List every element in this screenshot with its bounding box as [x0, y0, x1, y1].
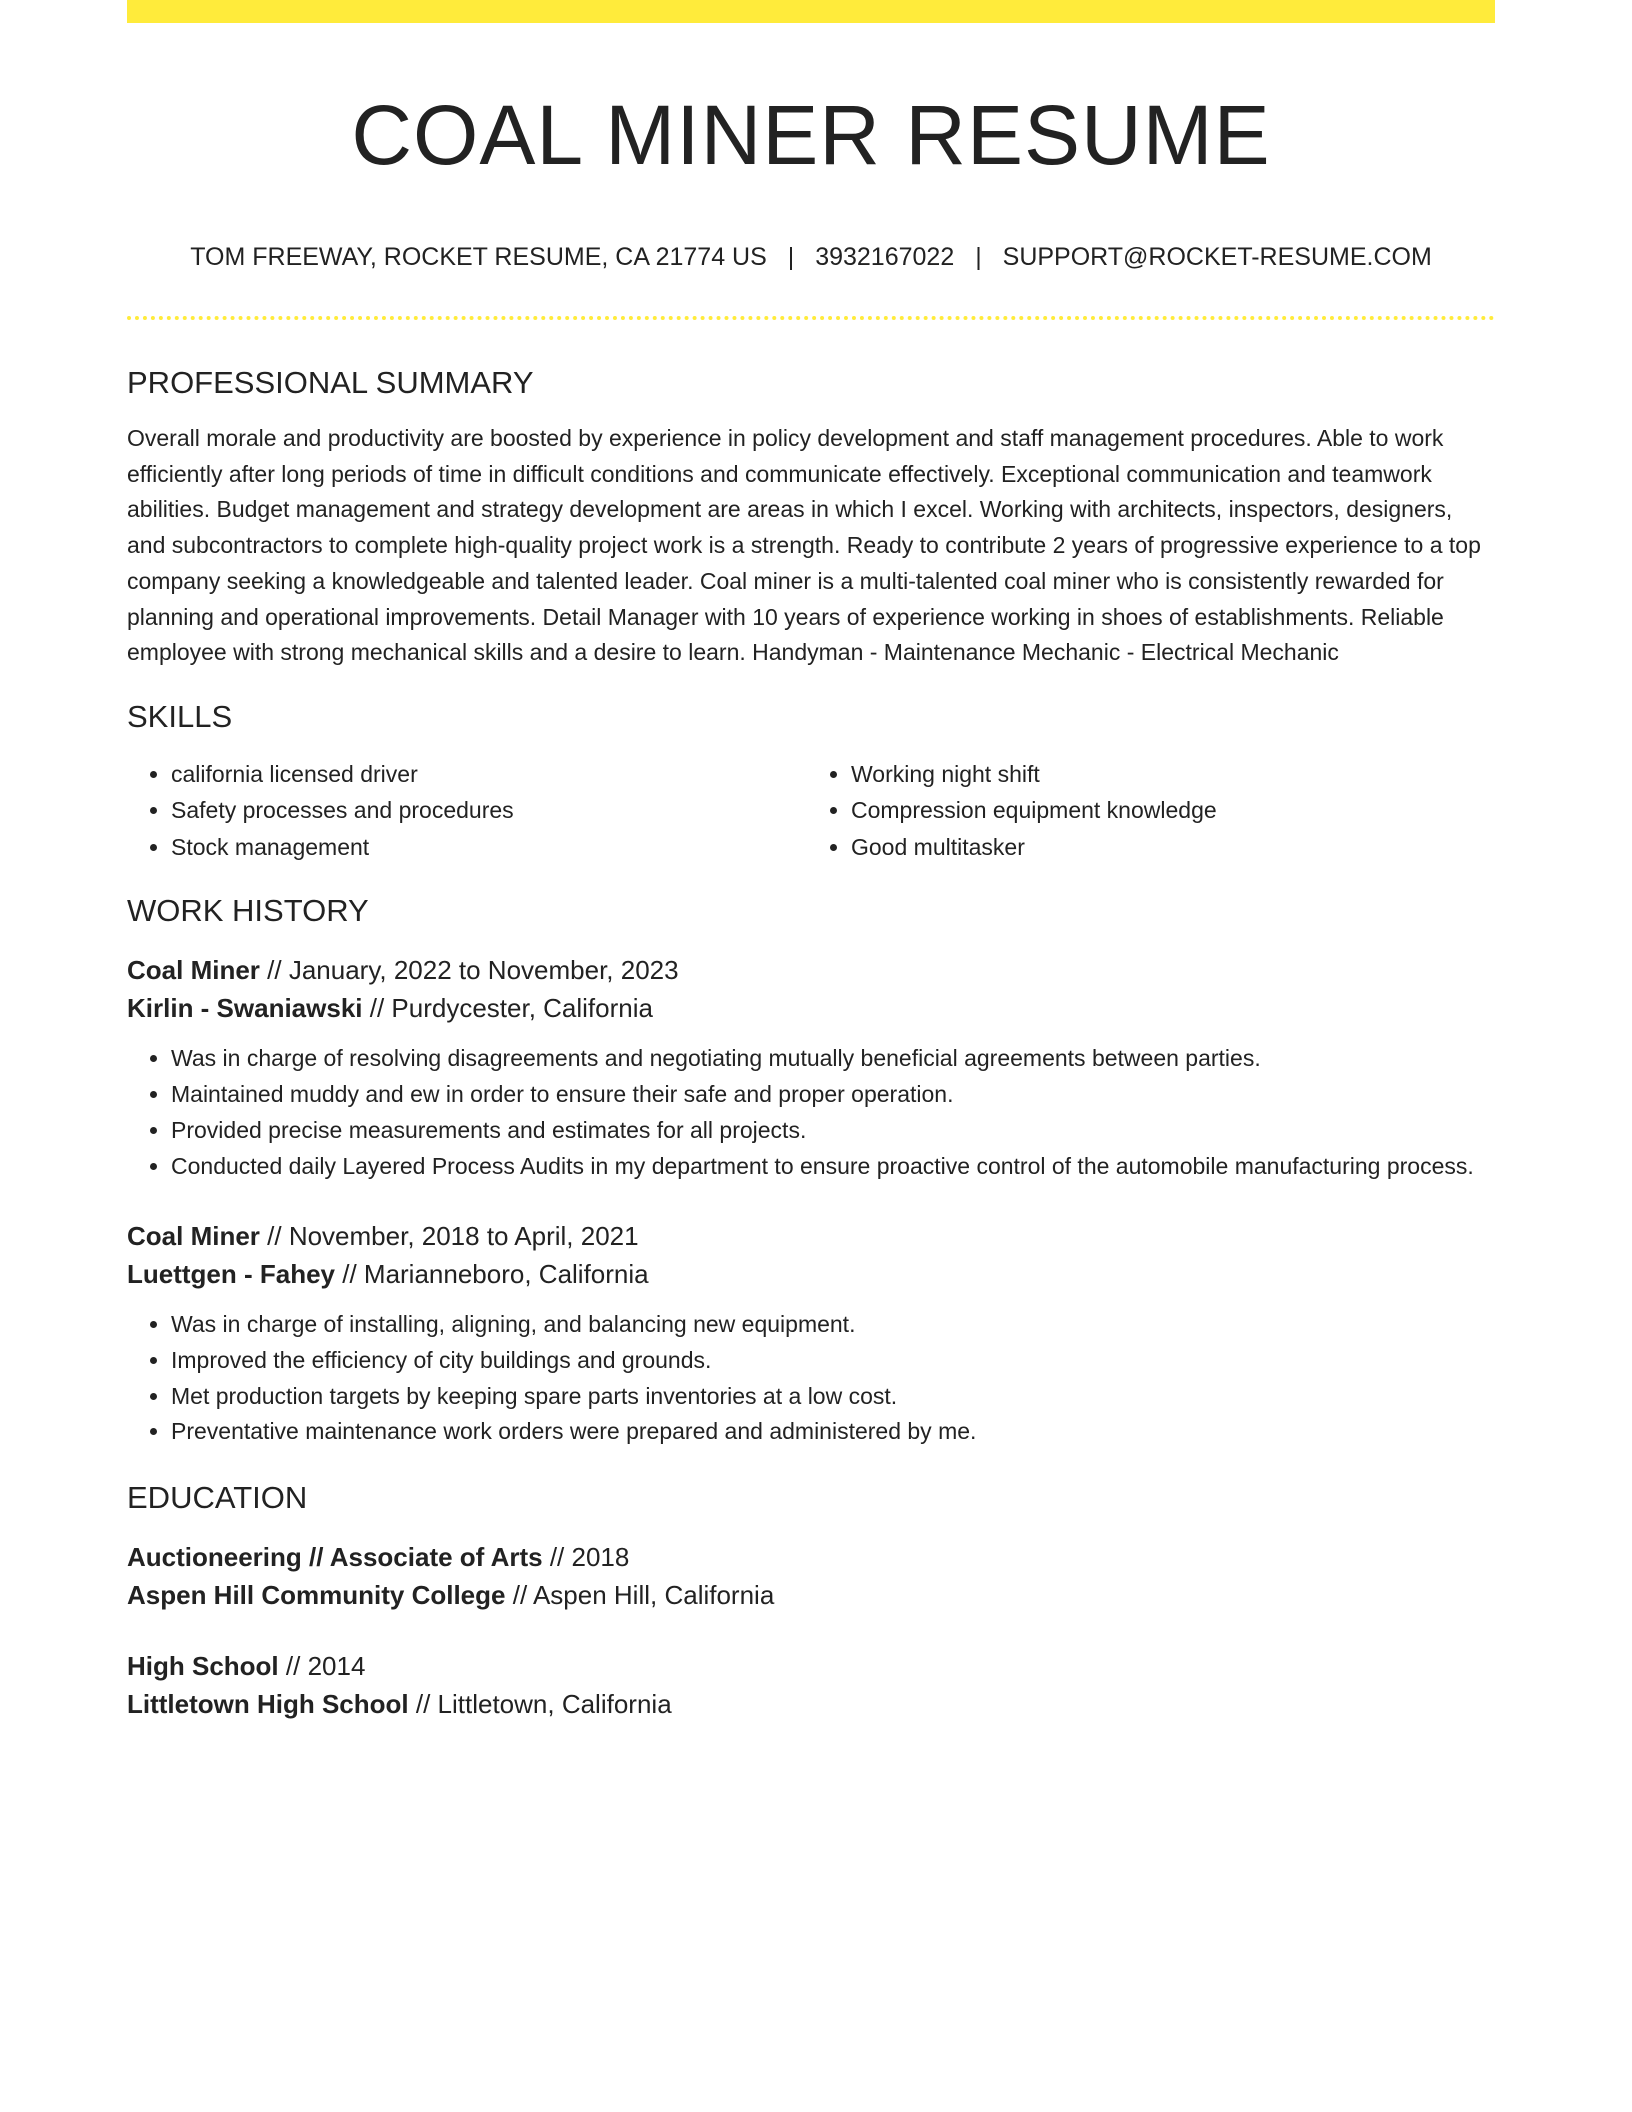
job-entry	[127, 951, 1495, 1184]
education-degree-line	[127, 1538, 1495, 1576]
skill-item: • california licensed driver	[171, 756, 801, 793]
education-degree-line	[127, 1647, 1495, 1685]
education-entry	[127, 1647, 1495, 1723]
job-bullet: • Provided precise measurements and estimates for all projects.	[171, 1113, 1495, 1149]
job-company-line	[127, 1255, 1495, 1293]
job-title: Coal Miner	[127, 1221, 260, 1252]
education-school: Littletown High School	[127, 1689, 409, 1720]
education-year: // 2014	[278, 1651, 366, 1682]
skills-column-right	[801, 756, 1481, 866]
top-accent-bar	[127, 0, 1495, 23]
education-location: // Littletown, California	[408, 1689, 672, 1720]
skill-item: • Working night shift	[851, 756, 1481, 793]
education-entry	[127, 1538, 1495, 1614]
job-company: Luettgen - Fahey	[127, 1259, 336, 1290]
job-bullet: • Met production targets by keeping spare parts inventories at a low cost.	[171, 1379, 1495, 1415]
resume-page	[127, 0, 1495, 1723]
skill-item: • Safety processes and procedures	[171, 792, 801, 829]
skill-item: • Good multitasker	[851, 829, 1481, 866]
contact-email: SUPPORT@ROCKET-RESUME.COM	[1002, 243, 1432, 271]
contact-separator: |	[787, 243, 795, 271]
contact-address: TOM FREEWAY, ROCKET RESUME, CA 21774 US	[190, 243, 767, 271]
skill-item: • Compression equipment knowledge	[851, 792, 1481, 829]
resume-title: COAL MINER RESUME	[351, 88, 1271, 182]
education-year: // 2018	[542, 1542, 630, 1573]
job-location: // Purdycester, California	[362, 993, 653, 1024]
skills-list	[127, 756, 1495, 866]
summary-text: Overall morale and productivity are boosted by experience in policy development and staff management procedures. Able to work efficiently after long periods of time in difficult conditions and communicate effectively. Exceptional communication and teamwork abilities. Budget management and strategy development are areas in which I excel. Working with architects, inspectors, designers, and subcontractors to complete high-quality project work is a strength. Ready to contribute 2 years of progressive experience to a top company seeking a knowledgeable and talented leader. Coal miner is a multi-talented coal miner who is consistently rewarded for planning and operational improvements. Detail Manager with 10 years of experience working in shoes of establishments. Reliable employee with strong mechanical skills and a desire to learn. Handyman - Maintenance Mechanic - Electrical Mechanic	[127, 425, 1481, 666]
job-entry	[127, 1217, 1495, 1450]
job-bullets	[127, 1307, 1495, 1450]
summary-heading: PROFESSIONAL SUMMARY	[127, 365, 534, 400]
work-history-heading: WORK HISTORY	[127, 893, 369, 929]
job-bullet: • Improved the efficiency of city buildings and grounds.	[171, 1343, 1495, 1379]
skills-heading: SKILLS	[127, 698, 233, 734]
header-divider	[127, 316, 1495, 320]
job-bullet: • Was in charge of resolving disagreements and negotiating mutually beneficial agreements between parties.	[171, 1041, 1495, 1077]
contact-separator: |	[975, 243, 982, 271]
education-heading: EDUCATION	[127, 1480, 308, 1516]
job-bullet: • Maintained muddy and ew in order to ensure their safe and proper operation.	[171, 1077, 1495, 1113]
job-location: // Marianneboro, California	[335, 1259, 649, 1290]
job-title-line	[127, 951, 1495, 989]
job-dates: // January, 2022 to November, 2023	[259, 955, 679, 986]
job-bullets	[127, 1041, 1495, 1184]
skills-column-left	[127, 756, 801, 866]
job-bullet: • Was in charge of installing, aligning, and balancing new equipment.	[171, 1307, 1495, 1343]
education-school-line	[127, 1685, 1495, 1723]
education-school-line	[127, 1576, 1495, 1614]
job-title-line	[127, 1217, 1495, 1255]
education-location: // Aspen Hill, California	[505, 1580, 775, 1611]
job-bullet: • Conducted daily Layered Process Audits in my department to ensure proactive control of the automobile manufacturing process.	[171, 1149, 1495, 1185]
job-dates: // November, 2018 to April, 2021	[259, 1221, 639, 1252]
education-degree: High School	[127, 1651, 279, 1682]
skill-item: • Stock management	[171, 829, 801, 866]
job-company-line	[127, 989, 1495, 1027]
contact-line	[127, 241, 1495, 273]
job-bullet: • Preventative maintenance work orders were prepared and administered by me.	[171, 1414, 1495, 1450]
contact-phone: 3932167022	[815, 243, 955, 271]
education-degree: Auctioneering // Associate of Arts	[127, 1542, 543, 1573]
job-company: Kirlin - Swaniawski	[127, 993, 363, 1024]
education-school: Aspen Hill Community College	[127, 1580, 506, 1611]
job-title: Coal Miner	[127, 955, 260, 986]
